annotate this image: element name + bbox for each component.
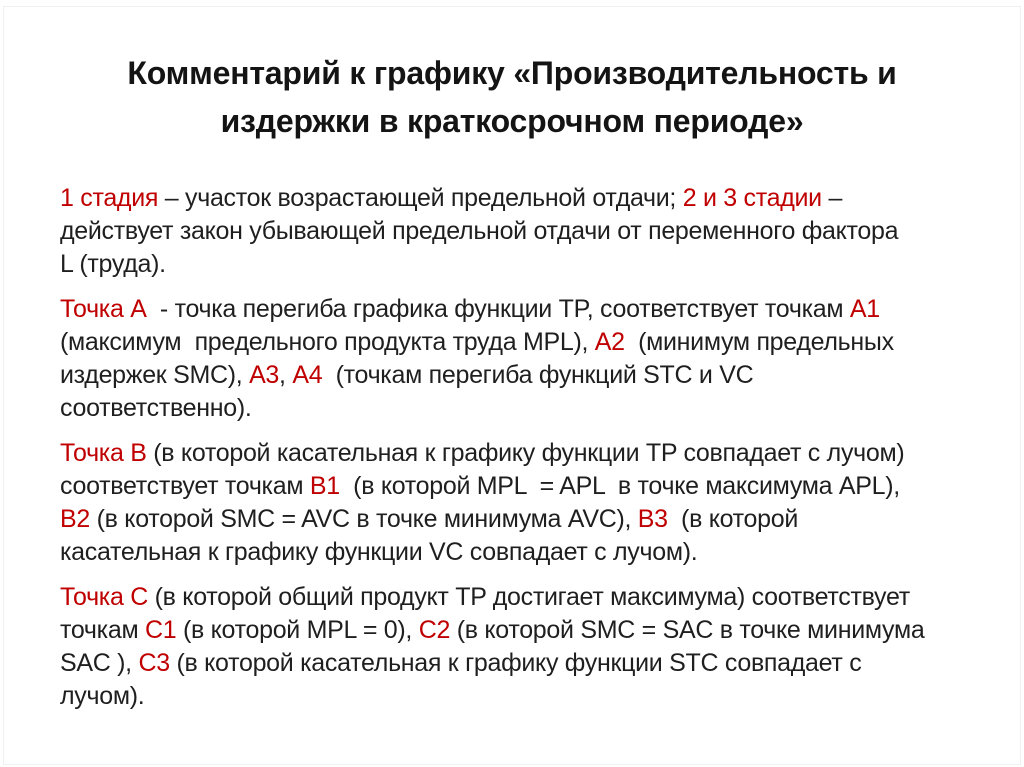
slide-title-line-2: издержки в краткосрочном периоде» [220,103,804,139]
text-run: касательная к графику функции VC совпадает с лучом). [60,538,698,566]
highlighted-term: А3 [249,361,280,389]
highlighted-term: С1 [144,616,177,644]
text-run: (минимум предельных [624,328,894,356]
paragraph-point-b [60,437,994,569]
highlighted-term: В3 [637,505,668,533]
text-line [60,248,994,281]
text-run: , [279,361,293,389]
text-line [60,581,994,614]
text-line [60,392,994,425]
text-line [60,680,994,713]
highlighted-term: В2 [60,505,90,533]
text-line [60,359,994,392]
text-run: точкам [60,616,145,644]
text-line [60,293,994,326]
text-run: – [821,184,843,212]
highlighted-term: С3 [138,649,170,677]
text-run: SAC ), [60,649,139,677]
highlighted-term: Точка С [60,583,148,611]
highlighted-term: В1 [309,472,340,500]
text-run: – участок возрастающей предельной отдачи; [158,184,683,212]
text-line [60,437,994,470]
highlighted-term: 2 и 3 стадии [682,184,822,212]
text-run: (в которой SMC = SAC в точке минимума [450,616,925,644]
highlighted-term: Точка А [60,295,147,323]
text-line [60,536,994,569]
text-run: соответственно). [60,394,252,422]
text-run: (в которой касательная к графику функции TP совпадает с лучом) [146,439,905,467]
text-run: (в которой MPL = 0), [176,616,419,644]
highlighted-term: А4 [292,361,323,389]
text-line [60,182,994,215]
slide-title [60,49,964,145]
highlighted-term: А1 [849,295,880,323]
text-run: (максимум предельного продукта труда MPL), [60,328,595,356]
text-run: действует закон убывающей предельной отдачи от переменного фактора [60,217,899,245]
text-run: L (труда). [60,250,166,278]
text-line [60,614,994,647]
text-run: (в которой общий продукт TP достигает максимума) соответствует [148,583,910,611]
slide-body [60,182,994,713]
text-line [60,647,994,680]
text-run: - точка перегиба графика функции TP, соответствует точкам [146,295,850,323]
paragraph-point-a [60,293,994,425]
highlighted-term: С2 [418,616,451,644]
text-line [60,470,994,503]
highlighted-term: А2 [594,328,625,356]
text-run: (в которой SMC = AVC в точке минимума AVC), [89,505,638,533]
text-run: соответствует точкам [60,472,310,500]
paragraph-stages [60,182,994,281]
slide-title-line-1: Комментарий к графику «Производительность и [127,55,897,91]
highlighted-term: Точка В [60,439,147,467]
highlighted-term: 1 стадия [60,184,159,212]
text-line [60,503,994,536]
text-run: (точкам перегиба функций STC и VC [322,361,754,389]
paragraph-point-c [60,581,994,713]
text-run: издержек SMC), [60,361,250,389]
text-run: (в которой касательная к графику функции STC совпадает с [169,649,862,677]
text-run: (в которой [667,505,799,533]
text-line [60,326,994,359]
text-run: (в которой MPL = APL в точке максимума APL), [339,472,900,500]
text-run: лучом). [60,682,145,710]
text-line [60,215,994,248]
